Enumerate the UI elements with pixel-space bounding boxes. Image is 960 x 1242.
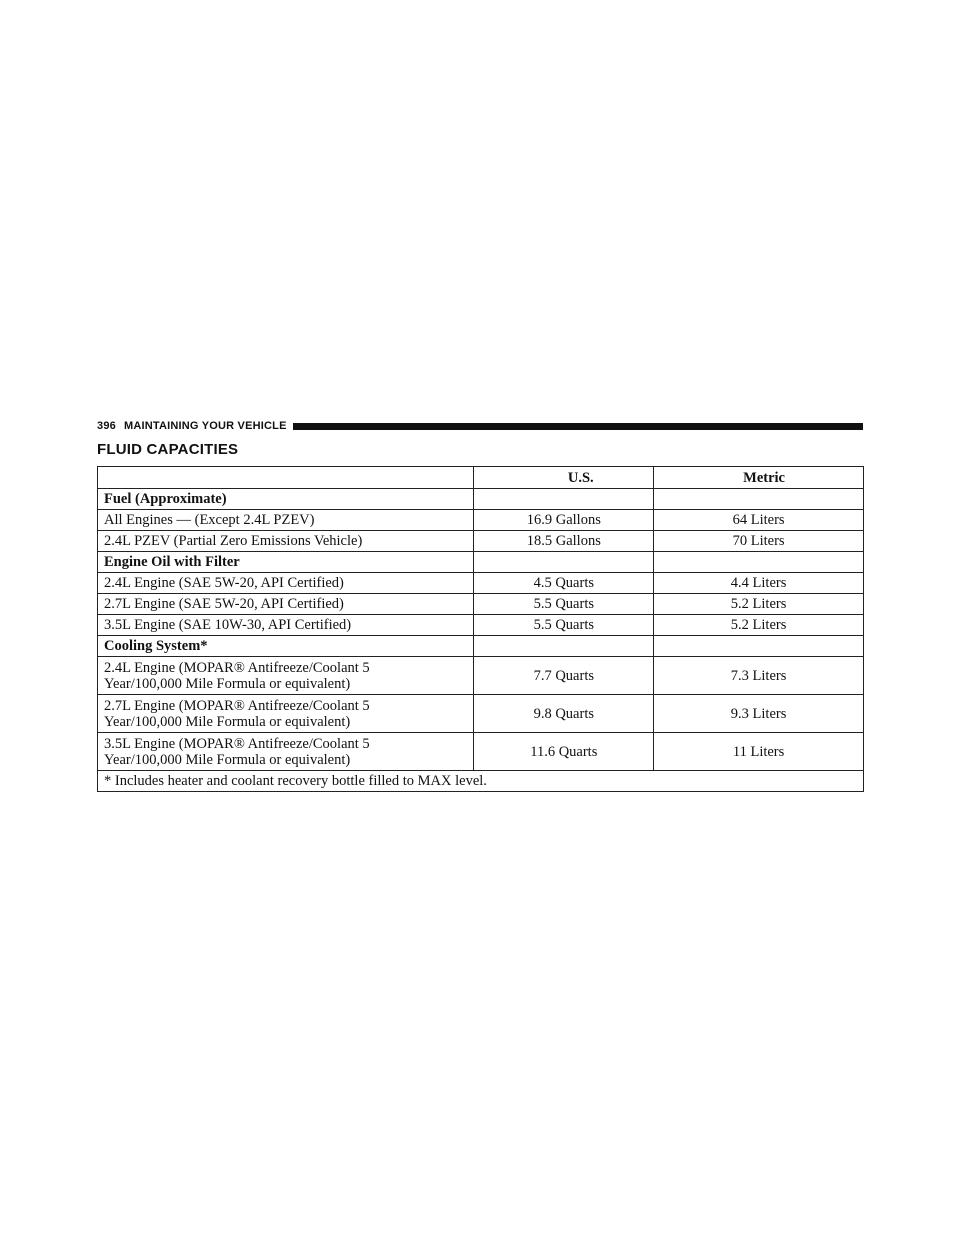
table-row bbox=[98, 510, 864, 531]
row-label: 2.4L PZEV (Partial Zero Emissions Vehicle) bbox=[98, 531, 474, 552]
us-value bbox=[474, 552, 654, 573]
metric-value: 4.4 Liters bbox=[654, 573, 864, 594]
row-label bbox=[98, 657, 474, 695]
row-label: 3.5L Engine (SAE 10W-30, API Certified) bbox=[98, 615, 474, 636]
metric-value: 11 Liters bbox=[654, 733, 864, 771]
column-header-metric: Metric bbox=[654, 467, 864, 489]
group-label-engine-oil: Engine Oil with Filter bbox=[98, 552, 474, 573]
us-value: 4.5 Quarts bbox=[474, 573, 654, 594]
metric-value: 70 Liters bbox=[654, 531, 864, 552]
table-row bbox=[98, 489, 864, 510]
row-label bbox=[98, 695, 474, 733]
header-rule bbox=[293, 423, 863, 430]
table-row bbox=[98, 636, 864, 657]
us-value bbox=[474, 636, 654, 657]
table-row bbox=[98, 573, 864, 594]
row-label-line: 3.5L Engine (MOPAR® Antifreeze/Coolant 5 bbox=[104, 735, 370, 752]
us-value: 5.5 Quarts bbox=[474, 615, 654, 636]
table-row bbox=[98, 552, 864, 573]
page-number: 396 bbox=[97, 420, 116, 432]
row-label-line: 2.7L Engine (MOPAR® Antifreeze/Coolant 5 bbox=[104, 697, 370, 714]
metric-value bbox=[654, 489, 864, 510]
us-value: 7.7 Quarts bbox=[474, 657, 654, 695]
table-row bbox=[98, 531, 864, 552]
metric-value bbox=[654, 552, 864, 573]
section-title: FLUID CAPACITIES bbox=[97, 441, 239, 458]
row-label-line: Year/100,000 Mile Formula or equivalent) bbox=[104, 675, 351, 692]
row-label: 2.4L Engine (SAE 5W-20, API Certified) bbox=[98, 573, 474, 594]
metric-value: 5.2 Liters bbox=[654, 615, 864, 636]
footnote-row bbox=[98, 771, 864, 792]
group-label-cooling-system: Cooling System* bbox=[98, 636, 474, 657]
table-row bbox=[98, 615, 864, 636]
metric-value bbox=[654, 636, 864, 657]
table-row bbox=[98, 733, 864, 771]
column-header-us: U.S. bbox=[474, 467, 654, 489]
group-label-fuel: Fuel (Approximate) bbox=[98, 489, 474, 510]
us-value: 11.6 Quarts bbox=[474, 733, 654, 771]
us-value: 18.5 Gallons bbox=[474, 531, 654, 552]
table-row bbox=[98, 695, 864, 733]
fluid-capacities-table bbox=[97, 466, 864, 792]
table-footnote: * Includes heater and coolant recovery bottle filled to MAX level. bbox=[98, 771, 864, 792]
metric-value: 7.3 Liters bbox=[654, 657, 864, 695]
table-row bbox=[98, 657, 864, 695]
us-value: 16.9 Gallons bbox=[474, 510, 654, 531]
row-label-line: Year/100,000 Mile Formula or equivalent) bbox=[104, 751, 351, 768]
running-header bbox=[97, 418, 863, 434]
table-header-row bbox=[98, 467, 864, 489]
metric-value: 5.2 Liters bbox=[654, 594, 864, 615]
table-row bbox=[98, 594, 864, 615]
metric-value: 9.3 Liters bbox=[654, 695, 864, 733]
us-value bbox=[474, 489, 654, 510]
us-value: 5.5 Quarts bbox=[474, 594, 654, 615]
us-value: 9.8 Quarts bbox=[474, 695, 654, 733]
row-label: All Engines — (Except 2.4L PZEV) bbox=[98, 510, 474, 531]
row-label-line: 2.4L Engine (MOPAR® Antifreeze/Coolant 5 bbox=[104, 659, 370, 676]
section-name: MAINTAINING YOUR VEHICLE bbox=[123, 420, 287, 432]
row-label: 2.7L Engine (SAE 5W-20, API Certified) bbox=[98, 594, 474, 615]
metric-value: 64 Liters bbox=[654, 510, 864, 531]
column-header-item bbox=[98, 467, 474, 489]
row-label bbox=[98, 733, 474, 771]
row-label-line: Year/100,000 Mile Formula or equivalent) bbox=[104, 713, 351, 730]
